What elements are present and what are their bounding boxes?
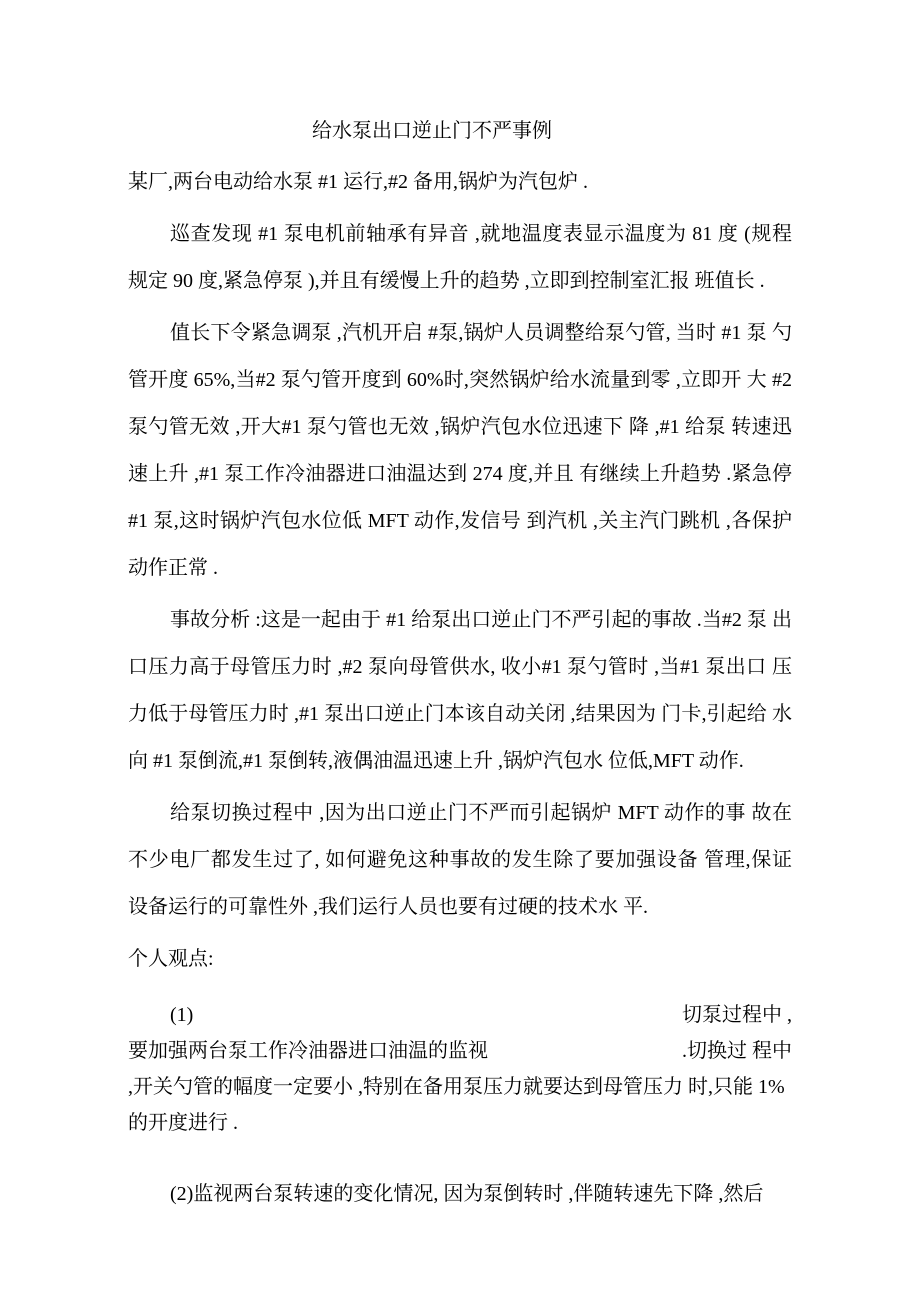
opinion-1-line-1 [128, 997, 792, 1033]
opinion-1-line-4: 的开度进行 . [128, 1112, 238, 1134]
paragraph-inspection: 巡查发现 #1 泵电机前轴承有异音 ,就地温度表显示温度为 81 度 (规程 规定 90 度,紧急停泵 ),并且有缓慢上升的趋势 ,立即到控制室汇报 班值长 . [128, 223, 792, 292]
paragraph-personal-view-heading: 个人观点: [128, 948, 214, 970]
paragraph-intro: 某厂,两台电动给水泵 #1 运行,#2 备用,锅炉为汽包炉 . [128, 171, 588, 193]
opinion-1 [128, 997, 792, 1141]
opinion-1-marker: (1) [170, 1004, 194, 1026]
opinion-1-line-1-right: 切泵过程中 , [682, 1004, 792, 1026]
opinion-1-line-2-left: 要加强两台泵工作冷油器进口油温的监视 [128, 1040, 488, 1062]
opinion-2: (2)监视两台泵转速的变化情况, 因为泵倒转时 ,伴随转速先下降 ,然后 [170, 1183, 764, 1205]
paragraph-lesson: 给泵切换过程中 ,因为出口逆止门不严而引起锅炉 MFT 动作的事 故在 不少电厂都发生过了, 如何避免这种事故的发生除了要加强设备 管理,保证 设备运行的可靠性外 ,我们运行人员也要有过硬的技术水 平. [128, 802, 792, 918]
opinion-1-line-3: ,开关勺管的幅度一定要小 ,特别在备用泵压力就要达到母管压力 时,只能 1% [128, 1076, 785, 1098]
opinion-1-line-2 [128, 1033, 792, 1069]
document-title: 给水泵出口逆止门不严事例 [312, 120, 552, 142]
paragraph-analysis: 事故分析 :这是一起由于 #1 给泵出口逆止门不严引起的事故 .当#2 泵 出口压力高于母管压力时 ,#2 泵向母管供水, 收小#1 泵勺管时 ,当#1 泵出口 压力低于母管压力时 ,#1 泵出口逆止门本该自动关闭 ,结果因为 门卡,引起给 水向 #1 泵倒流,#1 泵倒转,液偶油温迅速上升 ,锅炉汽包水 位低,MFT 动作. [128, 609, 792, 772]
paragraph-incident: 值长下令紧急调泵 ,汽机开启 #泵,锅炉人员调整给泵勺管, 当时 #1 泵 勺管开度 65%,当#2 泵勺管开度到 60%时,突然锅炉给水流量到零 ,立即开 大 #2 泵勺管无效 ,开大#1 泵勺管也无效 ,锅炉汽包水位迅速下 降 ,#1 给泵 转速迅速上升 ,#1 泵工作冷油器进口油温达到 274 度,并且 有继续上升趋势 .紧急停#1 泵,这时锅炉汽包水位低 MFT 动作,发信号 到汽机 ,关主汽门跳机 ,各保护动作正常 . [128, 322, 792, 579]
opinion-1-line-2-right: .切换过 程中 [682, 1040, 792, 1062]
